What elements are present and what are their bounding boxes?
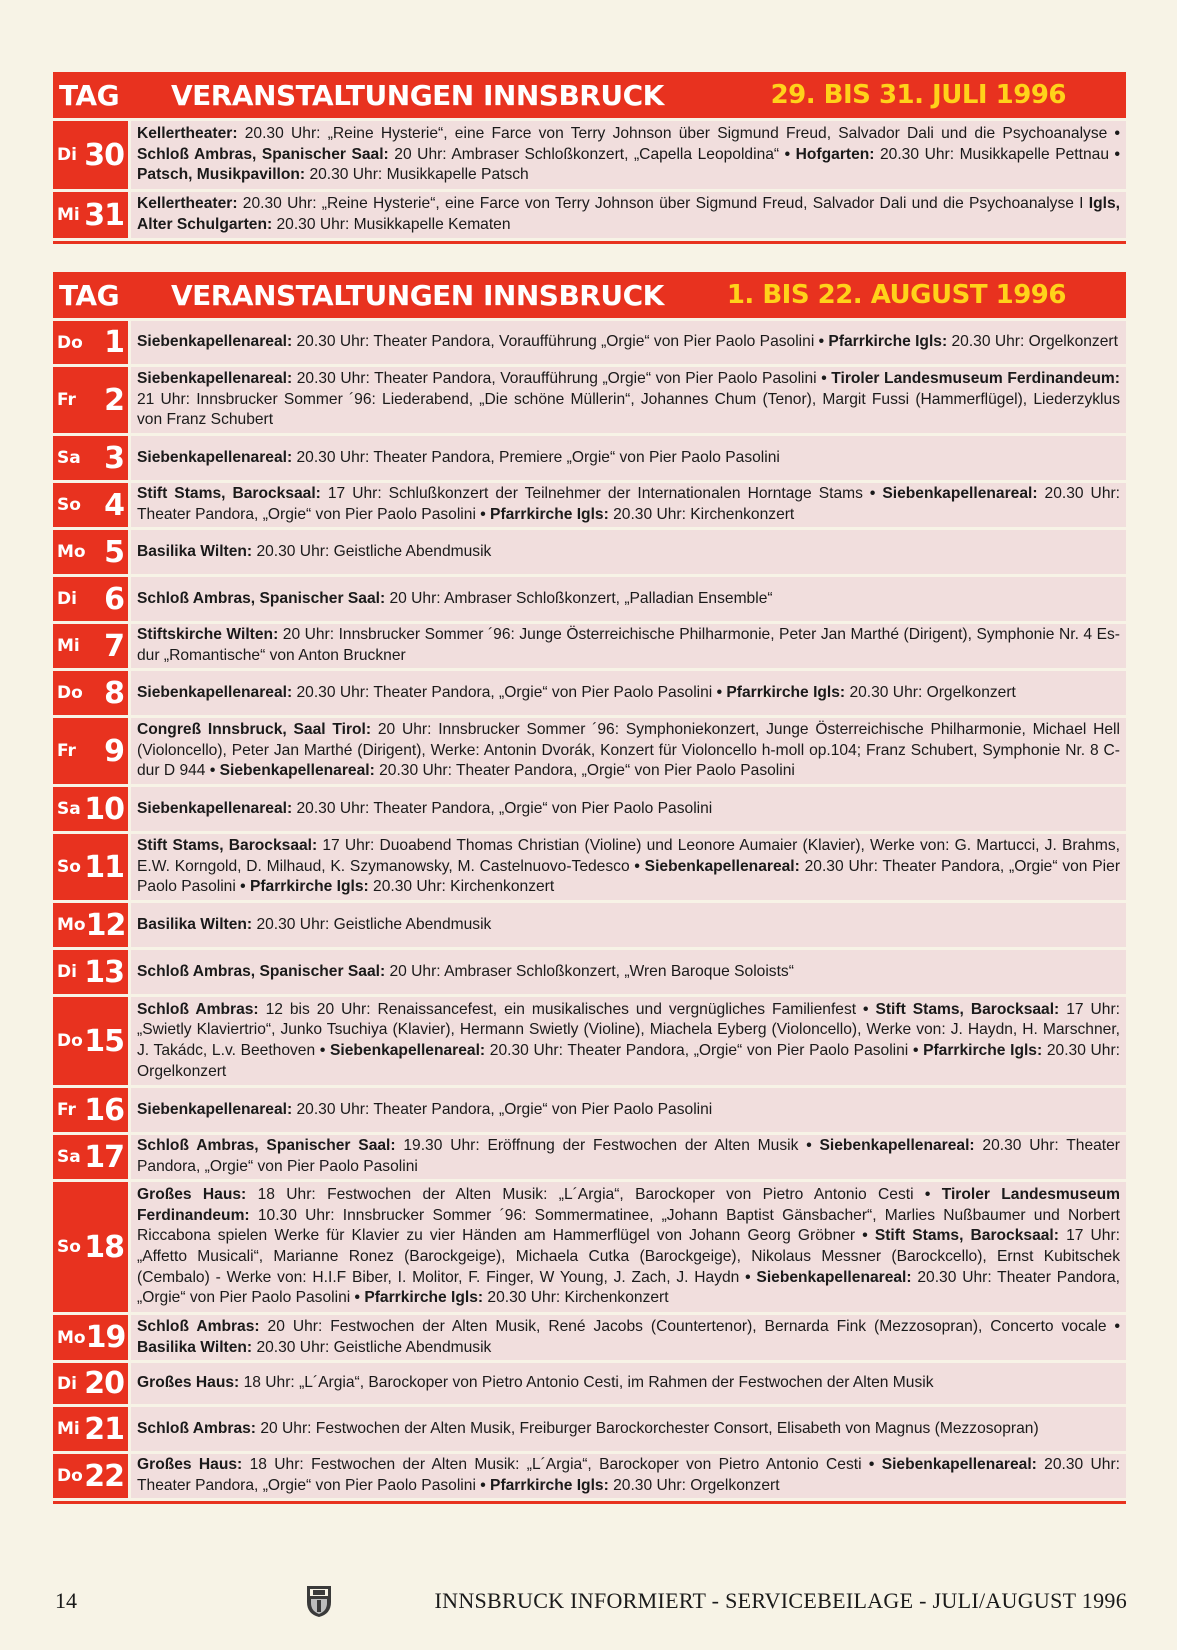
event-detail: 20.30 Uhr: „Reine Hysterie“, eine Farce von Terry Johnson über Sigmund Freud, Salvador Dali und die Psychoanalyse I — [237, 195, 1089, 213]
day-number: 10 — [84, 791, 124, 827]
header-tag: TAG — [59, 78, 120, 112]
event-description — [131, 1407, 1126, 1451]
event-row — [53, 624, 1126, 668]
day-cell — [53, 671, 128, 715]
event-detail: 20.30 Uhr: Musikkapelle Patsch — [305, 166, 529, 184]
day-cell — [53, 121, 128, 189]
day-number: 5 — [104, 534, 124, 570]
venue-name: Siebenkapellenareal: — [137, 1100, 293, 1118]
events-table-july — [53, 72, 1126, 244]
venue-name: Kellertheater: — [137, 195, 238, 213]
page-number: 14 — [55, 1588, 77, 1613]
venue-name: Schloß Ambras: — [137, 1317, 260, 1335]
event-detail: 18 Uhr: „L´Argia“, Barockoper von Pietro Antonio Cesti, im Rahmen der Festwochen der Alten Musik — [239, 1374, 934, 1392]
day-cell — [53, 436, 128, 480]
event-detail: 20.30 Uhr: Theater Pandora, „Orgie“ von Pier Paolo Pasolini — [137, 1137, 1120, 1175]
weekday-label: Di — [57, 589, 77, 609]
weekday-label: Mo — [57, 542, 86, 562]
table-bottom-rule — [53, 241, 1126, 244]
event-detail: 21 Uhr: Innsbrucker Sommer ´96: Liederabend, „Die schöne Müllerin“, Johannes Chum (Tenor), Margit Fussi (Hammerflügel), Liederzyklus von Franz Schubert — [137, 390, 1120, 429]
venue-name: Siebenkapellenareal: — [137, 799, 293, 817]
venue-name: Stift Stams, Barocksaal: — [137, 837, 318, 855]
day-cell — [53, 192, 128, 238]
weekday-label: So — [57, 857, 81, 877]
event-detail: 19.30 Uhr: Eröffnung der Festwochen der Alten Musik — [395, 1137, 807, 1155]
venue-name: • Stift Stams, Barocksaal: — [862, 1227, 1059, 1245]
venue-name: Stift Stams, Barocksaal: — [137, 485, 321, 503]
event-detail: 20.30 Uhr: Geistliche Abendmusik — [252, 542, 492, 560]
event-row — [53, 671, 1126, 715]
event-detail: 20.30 Uhr: Theater Pandora, „Orgie“ von Pier Paolo Pasolini — [292, 683, 717, 701]
event-row — [53, 483, 1126, 527]
venue-name: • Pfarrkirche Igls: — [354, 1289, 484, 1307]
header-tag: TAG — [59, 278, 120, 312]
day-cell — [53, 483, 128, 527]
event-row — [53, 718, 1126, 784]
venue-name: • Siebenkapellenareal: — [209, 762, 375, 780]
venue-name: • Siebenkapellenareal: — [868, 1456, 1037, 1474]
event-row — [53, 192, 1126, 238]
event-detail: 20 Uhr: Innsbrucker Sommer ´96: Junge Österreichische Philharmonie, Peter Jan Marthé (Dirigent), Symphonie Nr. 4 Es-dur „Romantische“ von Anton Bruckner — [137, 626, 1120, 664]
event-detail: 20.30 Uhr: Orgelkonzert — [608, 1477, 780, 1494]
venue-name: • Pfarrkirche Igls: — [480, 506, 609, 523]
weekday-label: Do — [57, 1466, 83, 1486]
event-detail: 20.30 Uhr: Theater Pandora, „Orgie“ von Pier Paolo Pasolini — [292, 1100, 713, 1118]
weekday-label: Di — [57, 1373, 77, 1394]
day-number: 18 — [84, 1229, 124, 1265]
weekday-label: Do — [57, 1031, 83, 1051]
day-cell — [53, 834, 128, 900]
venue-name: Schloß Ambras: — [137, 1419, 256, 1437]
day-number: 6 — [104, 581, 124, 617]
day-cell — [53, 1135, 128, 1179]
event-detail: 17 Uhr: „Swietly Klaviertrio“, Junko Tsuchiya (Klavier), Hermann Swietly (Violine), Miachela Eyberg (Violoncello), Werke von: J. Haydn, H. Marschner, J. Takádc, L.v. Beethoven — [137, 1000, 1120, 1059]
weekday-label: Mo — [57, 1327, 86, 1348]
event-row — [53, 1315, 1126, 1360]
day-cell — [53, 1088, 128, 1132]
event-detail: 20 Uhr: Festwochen der Alten Musik, René Jacobs (Countertenor), Bernarda Fink (Mezzosopran), Concerto vocale — [259, 1317, 1115, 1335]
day-cell — [53, 787, 128, 831]
table-header — [53, 272, 1126, 318]
event-detail: 20.30 Uhr: Theater Pandora, „Orgie“ von Pier Paolo Pasolini — [137, 1268, 1121, 1307]
event-description — [131, 787, 1126, 831]
event-description — [131, 671, 1126, 715]
venue-name: Schloß Ambras: — [137, 1000, 259, 1018]
day-number: 19 — [85, 1320, 126, 1355]
venue-name: Siebenkapellenareal: — [137, 370, 293, 388]
event-detail: 20.30 Uhr: Theater Pandora, „Orgie“ von Pier Paolo Pasolini — [292, 799, 713, 817]
venue-name: • Schloß Ambras, Spanischer Saal: — [137, 125, 1120, 163]
day-number: 1 — [104, 325, 124, 360]
event-description — [131, 321, 1126, 364]
venue-name: • Siebenkapellenareal: — [869, 485, 1038, 503]
venue-name: Schloß Ambras, Spanischer Saal: — [137, 962, 386, 980]
event-detail: 20.30 Uhr: „Reine Hysterie“, eine Farce von Terry Johnson über Sigmund Freud, Salvador Dali und die Psychoanalyse — [237, 125, 1115, 143]
event-row — [53, 577, 1126, 621]
day-number: 12 — [85, 907, 126, 943]
event-detail: 20.30 Uhr: Musikkapelle Kematen — [272, 216, 511, 233]
weekday-label: Fr — [57, 741, 76, 761]
event-detail: 20.30 Uhr: Theater Pandora, „Orgie“ von Pier Paolo Pasolini — [137, 1456, 1120, 1494]
venue-name: • Hofgarten: — [784, 145, 875, 163]
header-title: VERANSTALTUNGEN INNSBRUCK — [171, 78, 664, 112]
event-detail: 12 bis 20 Uhr: Renaissancefest, ein musikalisches und vergnügliches Familienfest — [258, 1000, 864, 1018]
event-description — [131, 121, 1126, 189]
event-detail: 20.30 Uhr: Geistliche Abendmusik — [252, 915, 492, 933]
event-detail: 20.30 Uhr: Theater Pandora, „Orgie“ von Pier Paolo Pasolini — [374, 762, 795, 780]
event-row — [53, 997, 1126, 1085]
day-number: 30 — [84, 137, 124, 173]
day-cell — [53, 1182, 128, 1312]
publication-title: INNSBRUCK INFORMIERT - SERVICEBEILAGE - JULI/AUGUST 1996 — [434, 1588, 1127, 1613]
day-number: 16 — [84, 1092, 124, 1128]
event-detail: 20.30 Uhr: Kirchenkonzert — [483, 1289, 669, 1307]
venue-name: Siebenkapellenareal: — [137, 333, 293, 351]
day-cell — [53, 1407, 128, 1451]
weekday-label: Mi — [57, 636, 80, 656]
event-row — [53, 1182, 1126, 1312]
event-row — [53, 1363, 1126, 1404]
event-detail: 20.30 Uhr: Kirchenkonzert — [608, 506, 795, 523]
event-detail: 20.30 Uhr: Theater Pandora, Premiere „Orgie“ von Pier Paolo Pasolini — [292, 448, 780, 466]
event-detail: 20.30 Uhr: Theater Pandora, Voraufführung „Orgie“ von Pier Paolo Pasolini — [292, 370, 822, 388]
weekday-label: Fr — [57, 390, 76, 410]
venue-name: Großes Haus: — [137, 1374, 240, 1392]
event-description — [131, 1135, 1126, 1179]
event-detail: 20.30 Uhr: Geistliche Abendmusik — [252, 1338, 492, 1356]
venue-name: • Tiroler Landesmuseum Ferdinandeum: — [821, 370, 1120, 388]
event-description — [131, 367, 1126, 433]
event-detail: 10.30 Uhr: Innsbrucker Sommer ´96: Sommermatinee, „Johann Baptist Gänsbacher“, Marlies Nußbaumer und Norbert Riccabona spielen Werke für Klavier zu vier Händen am Hammerflügel von Johann Georg Gröbner — [137, 1206, 1120, 1245]
venue-name: Siebenkapellenareal: — [137, 448, 293, 466]
weekday-label: Do — [57, 683, 83, 703]
venue-name: Schloß Ambras, Spanischer Saal: — [137, 589, 386, 607]
day-cell — [53, 367, 128, 433]
venue-name: • Pfarrkirche Igls: — [818, 333, 948, 351]
event-detail: 20.30 Uhr: Theater Pandora, „Orgie“ von Pier Paolo Pasolini — [485, 1042, 913, 1059]
event-description — [131, 1454, 1126, 1498]
day-cell — [53, 530, 128, 574]
event-detail: 17 Uhr: „Affetto Musicali“, Marianne Ronez (Barockgeige), Michaela Cutka (Barockgeige), Nikolaus Messner (Barockcello), Ernst Kubitschek (Cembalo) - Werke von: H.I.F Biber, I. Molitor, F. Finger, W Young, J. Zach, J. Haydn — [137, 1227, 1121, 1286]
day-number: 20 — [84, 1366, 124, 1401]
venue-name: Igls, Alter Schulgarten: — [137, 195, 1120, 233]
event-detail: 20.30 Uhr: Orgelkonzert — [845, 683, 1016, 701]
day-cell — [53, 950, 128, 994]
weekday-label: Sa — [57, 448, 81, 468]
weekday-label: Mo — [57, 915, 86, 935]
header-date-range: 29. BIS 31. JULI 1996 — [770, 80, 1066, 110]
event-description — [131, 1315, 1126, 1360]
venue-name: • Stift Stams, Barocksaal: — [863, 1000, 1060, 1018]
event-row — [53, 1088, 1126, 1132]
event-row — [53, 834, 1126, 900]
city-crest-icon — [305, 1584, 333, 1618]
event-description — [131, 483, 1126, 527]
day-number: 4 — [104, 487, 124, 523]
event-description — [131, 530, 1126, 574]
day-cell — [53, 903, 128, 947]
day-cell — [53, 1363, 128, 1404]
event-detail: 20 Uhr: Ambraser Schloßkonzert, „Wren Baroque Soloists“ — [385, 962, 794, 980]
venue-name: • Siebenkapellenareal: — [319, 1042, 486, 1059]
day-number: 7 — [104, 628, 124, 664]
header-title: VERANSTALTUNGEN INNSBRUCK — [171, 278, 664, 312]
venue-name: • Siebenkapellenareal: — [745, 1268, 912, 1286]
event-description — [131, 718, 1126, 784]
event-description — [131, 997, 1126, 1085]
day-cell — [53, 321, 128, 364]
day-number: 2 — [104, 382, 124, 418]
venue-name: • Basilika Wilten: — [137, 1317, 1120, 1356]
event-description — [131, 624, 1126, 668]
venue-name: Großes Haus: — [137, 1186, 247, 1204]
event-detail: 18 Uhr: Festwochen der Alten Musik: „L´Argia“, Barockoper von Pietro Antonio Cesti — [246, 1186, 925, 1204]
event-row — [53, 367, 1126, 433]
event-detail: 20.30 Uhr: Musikkapelle Pettnau — [874, 145, 1115, 163]
venue-name: Kellertheater: — [137, 125, 238, 143]
day-number: 11 — [84, 849, 124, 885]
weekday-label: Mi — [57, 1419, 80, 1439]
event-row — [53, 436, 1126, 480]
event-detail: 20.30 Uhr: Theater Pandora, „Orgie“ von Pier Paolo Pasolini — [137, 857, 1121, 896]
day-cell — [53, 1454, 128, 1498]
venue-name: • Patsch, Musikpavillon: — [137, 145, 1120, 184]
venue-name: • Siebenkapellenareal: — [634, 857, 800, 875]
day-number: 21 — [84, 1411, 124, 1447]
day-cell — [53, 577, 128, 621]
day-number: 3 — [104, 440, 124, 476]
day-number: 15 — [84, 1023, 124, 1059]
day-number: 8 — [104, 675, 124, 711]
day-number: 17 — [84, 1139, 124, 1175]
event-description — [131, 834, 1126, 900]
event-row — [53, 950, 1126, 994]
venue-name: Siebenkapellenareal: — [137, 683, 293, 701]
event-detail: 20.30 Uhr: Theater Pandora, Voraufführung „Orgie“ von Pier Paolo Pasolini — [292, 333, 819, 351]
event-detail: 18 Uhr: Festwochen der Alten Musik: „L´Argia“, Barockoper von Pietro Antonio Cesti — [242, 1456, 869, 1474]
event-detail: 20 Uhr: Ambraser Schloßkonzert, „Capella Leopoldina“ — [388, 145, 785, 163]
event-row — [53, 1454, 1126, 1498]
day-number: 13 — [84, 954, 124, 990]
event-description — [131, 436, 1126, 480]
event-detail: 20 Uhr: Festwochen der Alten Musik, Freiburger Barockorchester Consort, Elisabeth von Magnus (Mezzosopran) — [256, 1419, 1039, 1437]
weekday-label: Fr — [57, 1100, 76, 1120]
event-row — [53, 530, 1126, 574]
venue-name: • Pfarrkirche Igls: — [240, 878, 369, 896]
venue-name: • Pfarrkirche Igls: — [716, 683, 846, 701]
event-row — [53, 1407, 1126, 1451]
weekday-label: Sa — [57, 799, 81, 819]
weekday-label: Mi — [57, 205, 80, 225]
event-description — [131, 1363, 1126, 1404]
event-detail: 20.30 Uhr: Orgelkonzert — [947, 333, 1118, 351]
day-number: 9 — [104, 733, 124, 769]
event-detail: 20 Uhr: Innsbrucker Sommer ´96: Symphoniekonzert, Junge Österreichische Philharmonie, Michael Hell (Violoncello), Peter Jan Marthé (Dirigent), Werke: Antonin Dvorák, Konzert für Violoncello h-moll op.104; Franz Schubert, Symphonie Nr. 8 C-dur D 944 — [137, 721, 1120, 780]
day-cell — [53, 624, 128, 668]
event-row — [53, 121, 1126, 189]
header-date-range: 1. BIS 22. AUGUST 1996 — [726, 280, 1066, 310]
venue-name: Großes Haus: — [137, 1456, 243, 1474]
day-cell — [53, 1315, 128, 1360]
day-cell — [53, 718, 128, 784]
event-description — [131, 577, 1126, 621]
weekday-label: So — [57, 495, 81, 515]
event-row — [53, 903, 1126, 947]
venue-name: Schloß Ambras, Spanischer Saal: — [137, 1137, 396, 1155]
table-header — [53, 72, 1126, 118]
event-detail: 17 Uhr: Schlußkonzert der Teilnehmer der Internationalen Horntage Stams — [320, 485, 870, 503]
day-number: 22 — [84, 1458, 124, 1494]
weekday-label: Do — [57, 332, 83, 353]
event-detail: 17 Uhr: Duoabend Thomas Christian (Violine) und Leonore Aumaier (Klavier), Werke von: G. Martucci, J. Brahms, E.W. Korngold, D. Milhaud, K. Szymanowsky, M. Castelnuovo-Tedesco — [137, 837, 1120, 875]
venue-name: • Pfarrkirche Igls: — [480, 1477, 609, 1494]
weekday-label: So — [57, 1237, 81, 1257]
venue-name: Basilika Wilten: — [137, 542, 253, 560]
event-row — [53, 1135, 1126, 1179]
events-table-august — [53, 272, 1126, 1504]
venue-name: • Pfarrkirche Igls: — [912, 1042, 1043, 1059]
event-description — [131, 950, 1126, 994]
venue-name: • Siebenkapellenareal: — [806, 1137, 975, 1155]
event-detail: 20.30 Uhr: Kirchenkonzert — [368, 878, 555, 896]
event-description — [131, 1088, 1126, 1132]
day-number: 31 — [84, 197, 124, 233]
event-detail: 20.30 Uhr: Theater Pandora, „Orgie“ von Pier Paolo Pasolini — [137, 485, 1121, 523]
venue-name: Stiftskirche Wilten: — [137, 626, 279, 644]
venue-name: Congreß Innsbruck, Saal Tirol: — [137, 721, 372, 739]
event-row — [53, 787, 1126, 831]
event-detail: 20 Uhr: Ambraser Schloßkonzert, „Palladian Ensemble“ — [385, 589, 773, 607]
weekday-label: Di — [57, 145, 77, 165]
event-description — [131, 192, 1126, 238]
event-row — [53, 321, 1126, 364]
event-description — [131, 903, 1126, 947]
event-detail: 20.30 Uhr: Orgelkonzert — [137, 1042, 1120, 1080]
venue-name: Basilika Wilten: — [137, 915, 253, 933]
table-bottom-rule — [53, 1501, 1126, 1504]
venue-name: • Tiroler Landesmuseum Ferdinandeum: — [137, 1186, 1120, 1224]
weekday-label: Sa — [57, 1147, 81, 1167]
weekday-label: Di — [57, 962, 77, 982]
day-cell — [53, 997, 128, 1085]
event-description — [131, 1182, 1126, 1312]
